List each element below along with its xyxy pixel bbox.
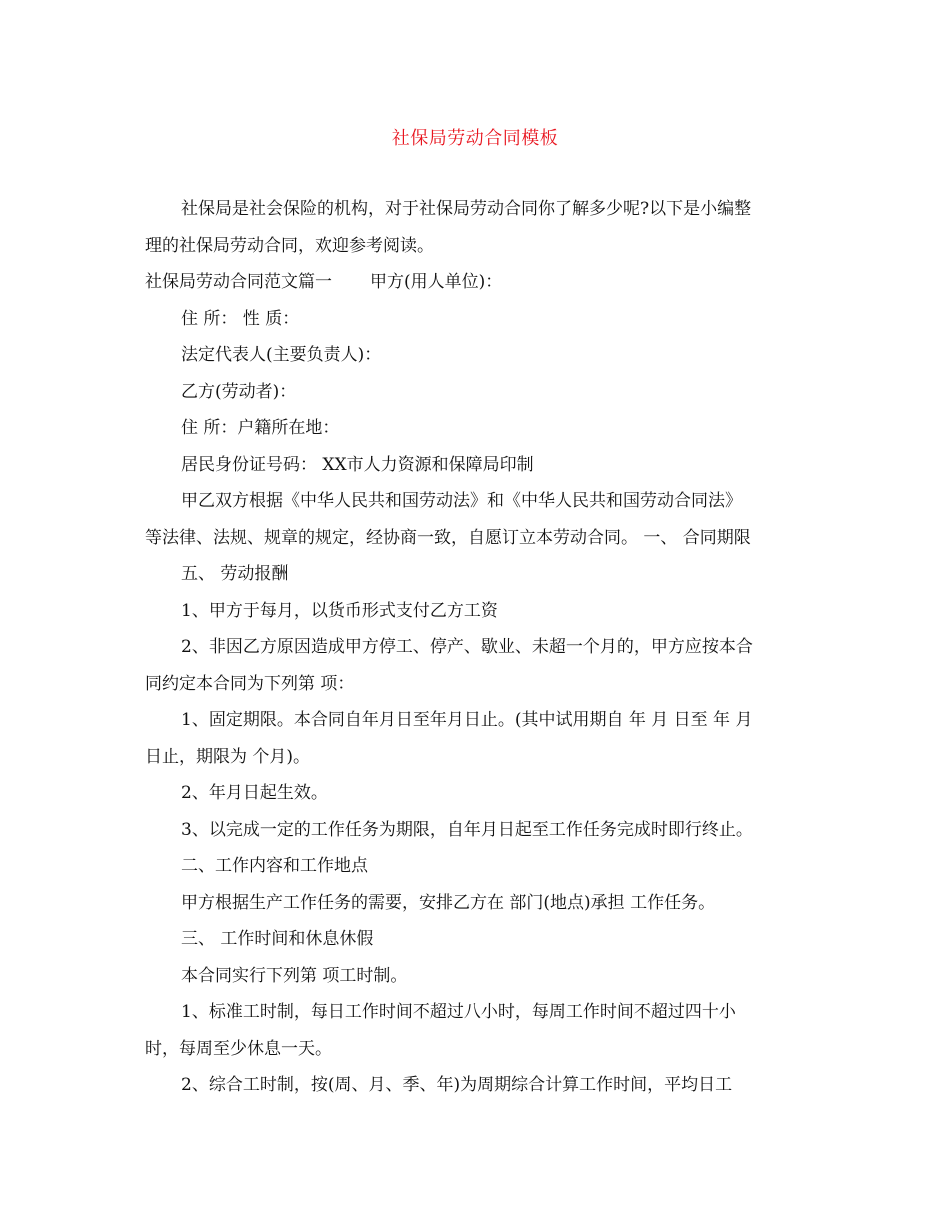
paragraph-line: 二、工作内容和工作地点	[181, 856, 368, 876]
paragraph-line: 甲乙双方根据《中华人民共和国劳动法》和《中华人民共和国劳动合同法》	[181, 491, 742, 511]
paragraph-line: 理的社保局劳动合同，欢迎参考阅读。	[145, 235, 434, 256]
document-title: 社保局劳动合同模板	[391, 128, 559, 149]
paragraph-line: 五、 劳动报酬	[181, 564, 289, 584]
paragraph-line: 时，每周至少休息一天。	[145, 1038, 332, 1059]
paragraph-line: 法定代表人(主要负责人)：	[181, 345, 382, 365]
section-heading: 社保局劳动合同范文篇一	[145, 272, 332, 292]
paragraph-line: 3、以完成一定的工作任务为期限，自年月日起至工作任务完成时即行终止。	[181, 819, 753, 840]
paragraph-line: 同约定本合同为下列第 项：	[145, 673, 355, 694]
paragraph-line: 居民身份证号码： XX市人力资源和保障局印制	[181, 454, 534, 475]
paragraph-line: 住 所：户籍所在地：	[181, 418, 340, 438]
paragraph-line: 等法律、法规、规章的规定，经协商一致，自愿订立本劳动合同。 一、 合同期限	[145, 527, 751, 548]
paragraph-line: 1、标准工时制，每日工作时间不超过八小时，每周工作时间不超过四十小	[181, 1002, 736, 1022]
paragraph-line: 乙方(劳动者)：	[181, 381, 297, 402]
party-a-label: 甲方(用人单位)：	[370, 272, 503, 292]
document-body	[145, 191, 810, 1104]
paragraph-line: 三、 工作时间和休息休假	[181, 929, 374, 949]
paragraph-line: 住 所： 性 质：	[181, 308, 300, 329]
paragraph-line: 2、综合工时制，按(周、月、季、年)为周期综合计算工作时间，平均日工	[181, 1075, 733, 1095]
paragraph-line: 1、固定期限。本合同自年月日至年月日止。(其中试用期自 年 月 日至 年 月	[181, 710, 753, 730]
paragraph-line: 2、非因乙方原因造成甲方停工、停产、歇业、未超一个月的，甲方应按本合	[181, 637, 753, 657]
paragraph-line: 1、甲方于每月，以货币形式支付乙方工资	[181, 600, 498, 621]
paragraph-line: 甲方根据生产工作任务的需要，安排乙方在 部门(地点)承担 工作任务。	[181, 892, 716, 913]
paragraph-line: 2、年月日起生效。	[181, 783, 328, 803]
paragraph-line: 本合同实行下列第 项工时制。	[181, 965, 408, 986]
paragraph-line: 日止，期限为 个月)。	[145, 746, 311, 767]
paragraph-line: 社保局是社会保险的机构，对于社保局劳动合同你了解多少呢?以下是小编整	[181, 199, 752, 219]
paragraph-line	[145, 264, 810, 301]
